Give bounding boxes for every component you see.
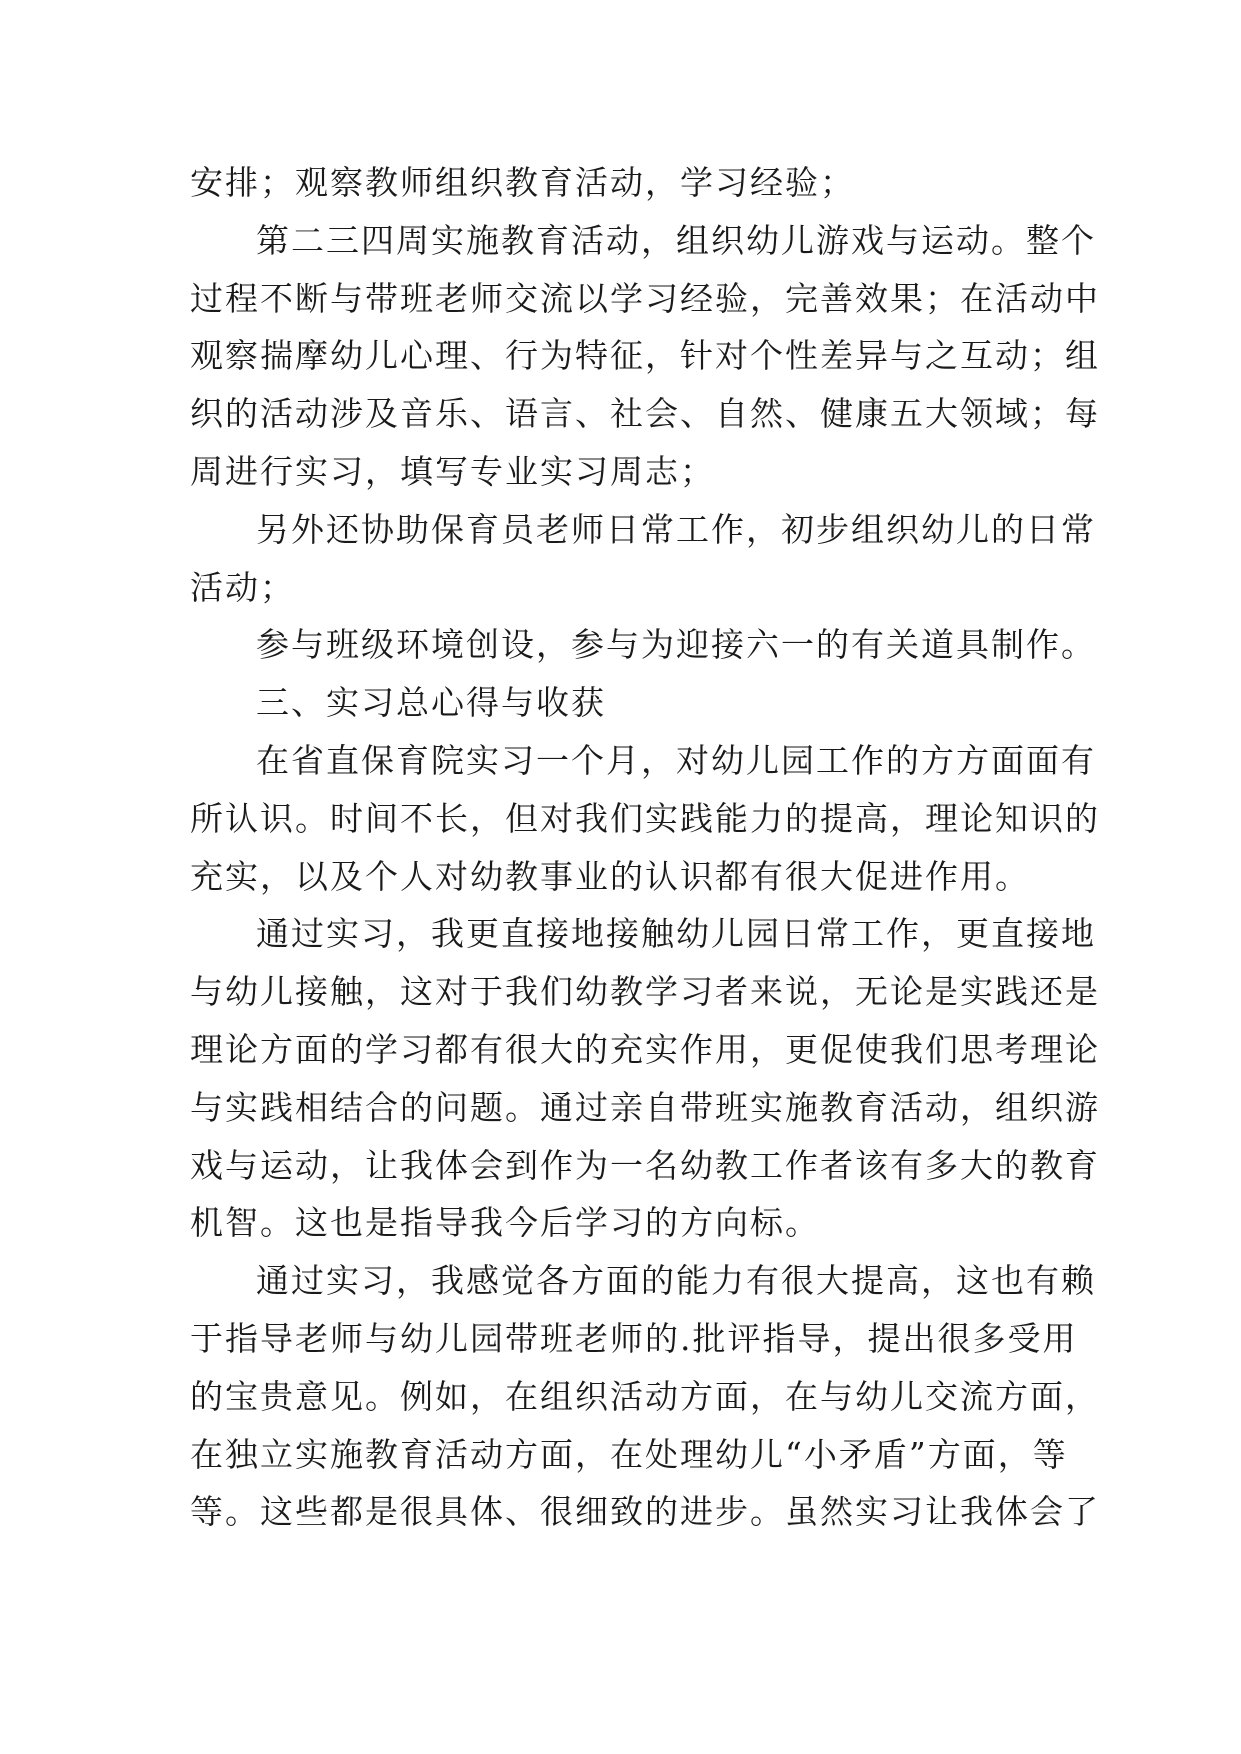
text-line: 理论方面的学习都有很大的充实作用，更促使我们思考理论 xyxy=(190,1029,1100,1069)
text-line: 在独立实施教育活动方面，在处理幼儿“小矛盾”方面，等 xyxy=(190,1434,1068,1474)
text-line: 安排；观察教师组织教育活动，学习经验； xyxy=(190,163,855,202)
text-line: 等。这些都是很具体、很细致的进步。虽然实习让我体会了 xyxy=(190,1492,1100,1532)
text-line: 于指导老师与幼儿园带班老师的.批评指导，提出很多受用 xyxy=(190,1318,1078,1358)
text-line: 机智。这也是指导我今后学习的方向标。 xyxy=(190,1203,820,1243)
text-line: 过程不断与带班老师交流以学习经验，完善效果；在活动中 xyxy=(190,278,1100,318)
text-line: 与幼儿接触，这对于我们幼教学习者来说，无论是实践还是 xyxy=(190,972,1100,1012)
text-line: 与实践相结合的问题。通过亲自带班实施教育活动，组织游 xyxy=(190,1087,1100,1127)
section-heading: 三、实习总心得与收获 xyxy=(256,683,606,723)
text-line: 周进行实习，填写专业实习周志； xyxy=(190,451,715,491)
text-line: 织的活动涉及音乐、语言、社会、自然、健康五大领域；每 xyxy=(190,394,1100,434)
text-line: 戏与运动，让我体会到作为一名幼教工作者该有多大的教育 xyxy=(190,1145,1100,1185)
text-line: 通过实习，我更直接地接触幼儿园日常工作，更直接地 xyxy=(256,914,1096,954)
text-line: 第二三四周实施教育活动，组织幼儿游戏与运动。整个 xyxy=(256,220,1096,260)
text-line: 在省直保育院实习一个月，对幼儿园工作的方方面面有 xyxy=(256,740,1096,780)
text-line: 参与班级环境创设，参与为迎接六一的有关道具制作。 xyxy=(256,625,1096,665)
text-line: 活动； xyxy=(190,567,295,607)
text-line: 观察揣摩幼儿心理、行为特征，针对个性差异与之互动；组 xyxy=(190,336,1100,376)
text-line: 通过实习，我感觉各方面的能力有很大提高，这也有赖 xyxy=(256,1261,1096,1301)
text-line: 的宝贵意见。例如，在组织活动方面，在与幼儿交流方面， xyxy=(190,1376,1100,1416)
text-line: 所认识。时间不长，但对我们实践能力的提高，理论知识的 xyxy=(190,798,1100,838)
text-line: 另外还协助保育员老师日常工作，初步组织幼儿的日常 xyxy=(256,509,1096,549)
text-line: 充实，以及个人对幼教事业的认识都有很大促进作用。 xyxy=(190,856,1030,896)
body-text xyxy=(190,154,1100,1541)
